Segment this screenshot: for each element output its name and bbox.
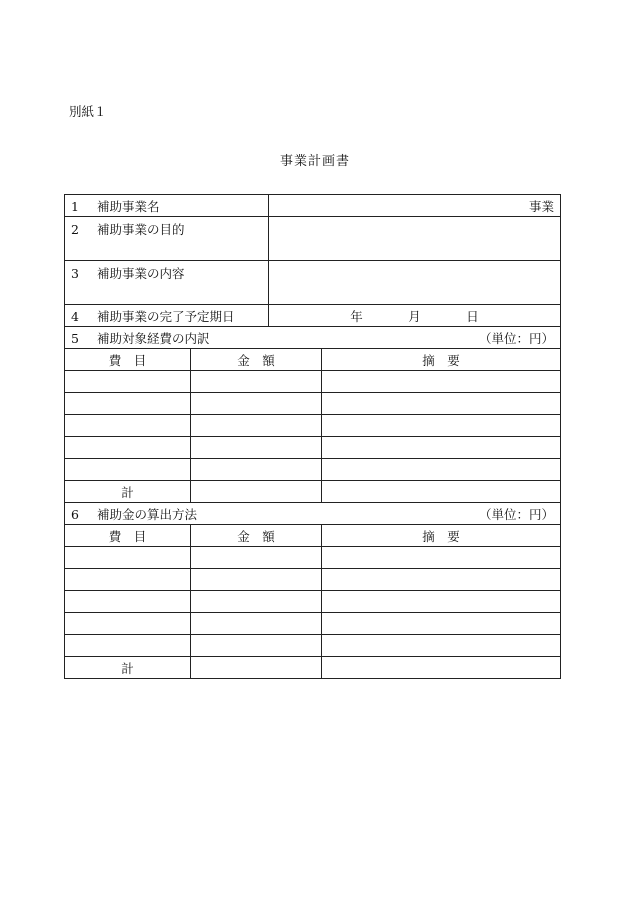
note-cell[interactable]: [322, 437, 561, 459]
day-label: 日: [466, 308, 479, 324]
project-name-value[interactable]: 事業: [269, 195, 561, 217]
item-cell[interactable]: [65, 459, 191, 481]
item-cell[interactable]: [65, 371, 191, 393]
amount-cell[interactable]: [191, 591, 322, 613]
col-item: 費 目: [65, 349, 191, 371]
note-cell[interactable]: [322, 569, 561, 591]
amount-cell[interactable]: [191, 569, 322, 591]
table-row: [65, 415, 561, 437]
section5-unit: （単位：円）: [322, 327, 561, 349]
page-title: 事業計画書: [279, 154, 350, 169]
table-row: [65, 591, 561, 613]
content-value[interactable]: [269, 261, 561, 305]
section5-title: 5 補助対象経費の内訳: [65, 327, 322, 349]
row-completion-date: [65, 305, 561, 327]
note-cell[interactable]: [322, 547, 561, 569]
note-cell[interactable]: [322, 371, 561, 393]
section6-column-headers: [65, 525, 561, 547]
item-cell[interactable]: [65, 635, 191, 657]
note-cell[interactable]: [322, 393, 561, 415]
table-row: [65, 569, 561, 591]
amount-cell[interactable]: [191, 415, 322, 437]
item-cell[interactable]: [65, 591, 191, 613]
purpose-value[interactable]: [269, 217, 561, 261]
note-cell[interactable]: [322, 591, 561, 613]
amount-cell[interactable]: [191, 437, 322, 459]
row-project-name: [65, 195, 561, 217]
note-cell[interactable]: [322, 459, 561, 481]
amount-cell[interactable]: [191, 635, 322, 657]
plan-form: [64, 194, 560, 679]
section5-table: [64, 326, 561, 503]
attachment-label: 別紙１: [69, 104, 107, 119]
total-note-cell[interactable]: [322, 657, 561, 679]
section6-header: [65, 503, 561, 525]
col-note: 摘 要: [322, 349, 561, 371]
completion-date-label: 4 補助事業の完了予定期日: [65, 305, 269, 327]
note-cell[interactable]: [322, 635, 561, 657]
item-cell[interactable]: [65, 613, 191, 635]
total-row: [65, 657, 561, 679]
section6-title: 6 補助金の算出方法: [65, 503, 322, 525]
total-note-cell[interactable]: [322, 481, 561, 503]
table-row: [65, 393, 561, 415]
completion-date-field[interactable]: [269, 305, 561, 327]
section6-unit: （単位：円）: [322, 503, 561, 525]
purpose-label: 2 補助事業の目的: [65, 217, 269, 261]
month-label: 月: [408, 308, 421, 324]
col-item: 費 目: [65, 525, 191, 547]
item-cell[interactable]: [65, 569, 191, 591]
amount-cell[interactable]: [191, 371, 322, 393]
item-cell[interactable]: [65, 547, 191, 569]
total-row: [65, 481, 561, 503]
note-cell[interactable]: [322, 613, 561, 635]
total-label: 計: [65, 657, 191, 679]
row-purpose: [65, 217, 561, 261]
amount-cell[interactable]: [191, 613, 322, 635]
content-label: 3 補助事業の内容: [65, 261, 269, 305]
item-cell[interactable]: [65, 393, 191, 415]
amount-cell[interactable]: [191, 459, 322, 481]
col-amount: 金 額: [191, 349, 322, 371]
section5-column-headers: [65, 349, 561, 371]
note-cell[interactable]: [322, 415, 561, 437]
table-row: [65, 635, 561, 657]
table-row: [65, 613, 561, 635]
amount-cell[interactable]: [191, 547, 322, 569]
col-amount: 金 額: [191, 525, 322, 547]
total-amount-cell[interactable]: [191, 481, 322, 503]
section5-header: [65, 327, 561, 349]
table-row: [65, 371, 561, 393]
item-cell[interactable]: [65, 437, 191, 459]
plan-table: [64, 194, 561, 327]
table-row: [65, 547, 561, 569]
item-cell[interactable]: [65, 415, 191, 437]
table-row: [65, 459, 561, 481]
total-label: 計: [65, 481, 191, 503]
amount-cell[interactable]: [191, 393, 322, 415]
table-row: [65, 437, 561, 459]
year-label: 年: [350, 308, 363, 324]
row-content: [65, 261, 561, 305]
col-note: 摘 要: [322, 525, 561, 547]
section6-table: [64, 502, 561, 679]
total-amount-cell[interactable]: [191, 657, 322, 679]
project-name-label: 1 補助事業名: [65, 195, 269, 217]
